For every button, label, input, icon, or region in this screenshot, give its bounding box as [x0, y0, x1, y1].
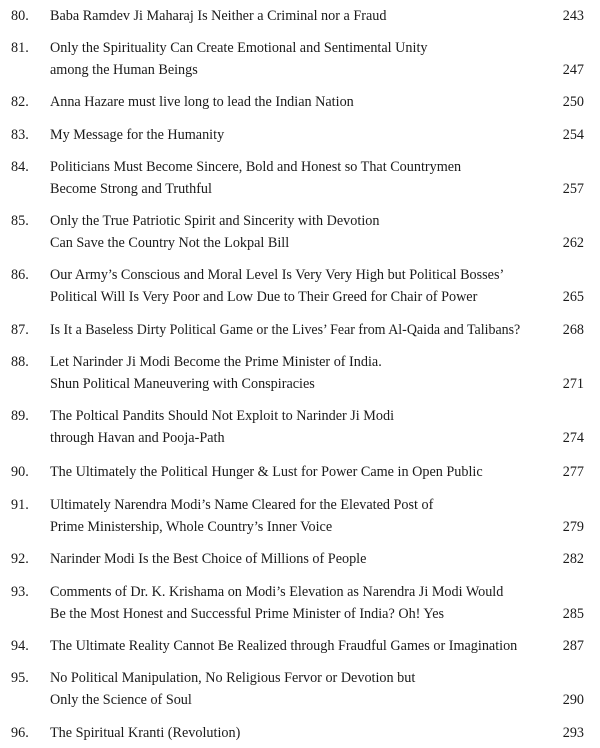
entry-title-line: Our Army’s Conscious and Moral Level Is Very Very High but Political Bosses’ — [50, 267, 505, 283]
entry-title-line: Baba Ramdev Ji Maharaj Is Neither a Criminal nor a Fraud — [50, 8, 387, 24]
entry-title — [50, 405, 520, 449]
entry-page-number: 243 — [562, 8, 584, 24]
entry-title-line: Become Strong and Truthful — [50, 181, 212, 197]
entry-page-number: 285 — [562, 606, 584, 622]
entry-number: 81. — [11, 40, 29, 56]
entry-title-line: The Poltical Pandits Should Not Exploit to Narinder Ji Modi — [50, 408, 395, 424]
entry-title-line: The Ultimately the Political Hunger & Lust for Power Came in Open Public — [50, 464, 483, 480]
entry-number: 80. — [11, 8, 29, 24]
entry-title — [50, 210, 520, 254]
entry-title — [50, 156, 520, 200]
entry-title-line: The Ultimate Reality Cannot Be Realized through Fraudful Games or Imagination — [50, 638, 518, 654]
entry-page-number: 250 — [562, 94, 584, 110]
entry-title-line: Political Will Is Very Poor and Low Due to Their Greed for Chair of Power — [50, 289, 478, 305]
entry-title-line: Be the Most Honest and Successful Prime Minister of India? Oh! Yes — [50, 606, 445, 622]
entry-title-line: Ultimately Narendra Modi’s Name Cleared for the Elevated Post of — [50, 497, 434, 513]
entry-number: 95. — [11, 670, 29, 686]
entry-title-line: My Message for the Humanity — [50, 127, 225, 143]
entry-number: 87. — [11, 322, 29, 338]
entry-title — [50, 667, 520, 711]
entry-page-number: 277 — [562, 464, 584, 480]
entry-number: 91. — [11, 497, 29, 513]
entry-page-number: 262 — [562, 235, 584, 251]
entry-title-line: Shun Political Maneuvering with Conspiracies — [50, 376, 315, 392]
entry-number: 88. — [11, 354, 29, 370]
entry-title — [50, 264, 520, 308]
entry-page-number: 287 — [562, 638, 584, 654]
entry-title — [50, 319, 520, 341]
entry-title — [50, 91, 520, 113]
entry-number: 92. — [11, 551, 29, 567]
entry-title — [50, 494, 520, 538]
entry-page-number: 257 — [562, 181, 584, 197]
entry-page-number: 265 — [562, 289, 584, 305]
entry-title-line: Is It a Baseless Dirty Political Game or the Lives’ Fear from Al-Qaida and Talibans? — [50, 322, 521, 338]
entry-title-line: Let Narinder Ji Modi Become the Prime Minister of India. — [50, 354, 382, 370]
entry-title-line: through Havan and Pooja-Path — [50, 430, 225, 446]
entry-title — [50, 124, 520, 146]
entry-page-number: 282 — [562, 551, 584, 567]
entry-title — [50, 548, 520, 570]
entry-title-line: Narinder Modi Is the Best Choice of Millions of People — [50, 551, 367, 567]
entry-number: 82. — [11, 94, 29, 110]
entry-number: 93. — [11, 584, 29, 600]
entry-number: 83. — [11, 127, 29, 143]
entry-title-line: Only the True Patriotic Spirit and Sincerity with Devotion — [50, 213, 380, 229]
entry-title-line: Politicians Must Become Sincere, Bold and Honest so That Countrymen — [50, 159, 462, 175]
entry-title — [50, 581, 520, 625]
entry-page-number: 268 — [562, 322, 584, 338]
entry-number: 89. — [11, 408, 29, 424]
entry-page-number: 271 — [562, 376, 584, 392]
entry-title-line: among the Human Beings — [50, 62, 198, 78]
entry-page-number: 293 — [562, 725, 584, 741]
entry-title — [50, 461, 520, 483]
entry-title-line: No Political Manipulation, No Religious Fervor or Devotion but — [50, 670, 416, 686]
entry-number: 86. — [11, 267, 29, 283]
entry-page-number: 290 — [562, 692, 584, 708]
entry-title-line: Only the Spirituality Can Create Emotional and Sentimental Unity — [50, 40, 428, 56]
entry-number: 85. — [11, 213, 29, 229]
entry-title-line: Only the Science of Soul — [50, 692, 192, 708]
entry-title-line: The Spiritual Kranti (Revolution) — [50, 725, 241, 741]
entry-title — [50, 5, 520, 27]
entry-page-number: 247 — [562, 62, 584, 78]
entry-number: 90. — [11, 464, 29, 480]
entry-number: 96. — [11, 725, 29, 741]
entry-title-line: Can Save the Country Not the Lokpal Bill — [50, 235, 290, 251]
entry-title — [50, 37, 520, 81]
entry-title-line: Prime Ministership, Whole Country’s Inner Voice — [50, 519, 333, 535]
entry-title — [50, 351, 520, 395]
entry-title — [50, 635, 520, 657]
entry-page-number: 254 — [562, 127, 584, 143]
entry-number: 94. — [11, 638, 29, 654]
entry-title-line: Anna Hazare must live long to lead the Indian Nation — [50, 94, 354, 110]
entry-page-number: 279 — [562, 519, 584, 535]
entry-title-line: Comments of Dr. K. Krishama on Modi’s Elevation as Narendra Ji Modi Would — [50, 584, 504, 600]
entry-number: 84. — [11, 159, 29, 175]
entry-page-number: 274 — [562, 430, 584, 446]
entry-title — [50, 722, 520, 744]
